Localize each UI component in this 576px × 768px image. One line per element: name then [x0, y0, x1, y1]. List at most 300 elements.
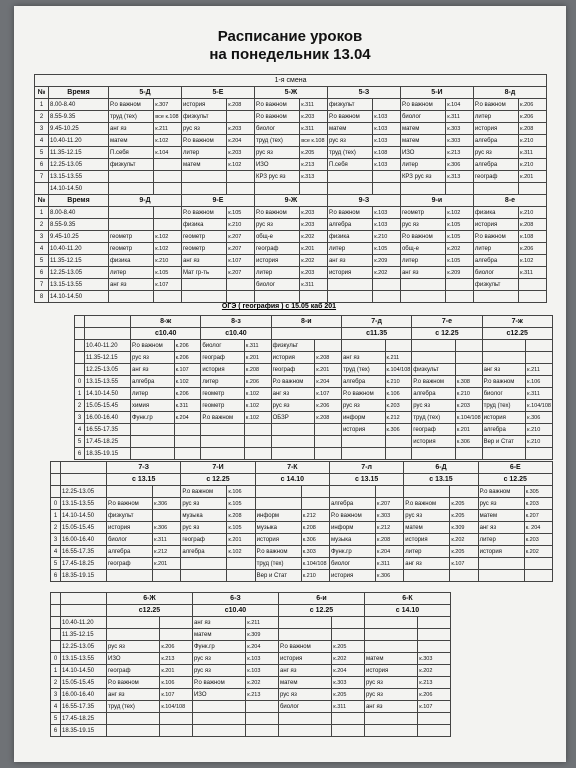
lesson-number: 6: [51, 570, 61, 582]
room: к.203: [300, 111, 328, 123]
class-header-row: [75, 316, 553, 328]
subject: [254, 183, 299, 195]
lesson-row: [35, 231, 547, 243]
room: [373, 183, 401, 195]
room: [154, 219, 182, 231]
room: [315, 436, 342, 448]
lesson-row: [75, 448, 553, 460]
subject: рус яз: [473, 147, 518, 159]
lesson-row: [75, 364, 553, 376]
lesson-row: [35, 267, 547, 279]
room: к.204: [246, 641, 279, 653]
subject: [482, 352, 526, 364]
lesson-time: 13.15-13.55: [85, 376, 131, 388]
room: [418, 725, 451, 737]
class-name-5-З: 5-З: [327, 87, 400, 99]
room: [227, 171, 255, 183]
room: [373, 99, 401, 111]
room: [301, 486, 329, 498]
subject: анг яз: [109, 123, 154, 135]
lesson-number: 3: [51, 689, 61, 701]
lesson-number: [51, 641, 61, 653]
start-time-row: [51, 605, 451, 617]
subject: общ-е: [254, 231, 299, 243]
room: к.206: [174, 388, 201, 400]
subject: [109, 291, 154, 303]
lesson-time: 8.00-8.40: [49, 99, 109, 111]
lesson-row: [35, 159, 547, 171]
class-name-7-З: 7-З: [107, 462, 181, 474]
room: к.102: [519, 255, 547, 267]
room: к.106: [227, 486, 255, 498]
subject: алгебра: [412, 388, 456, 400]
room: [418, 629, 451, 641]
subject: геометр: [109, 243, 154, 255]
room: [418, 641, 451, 653]
subject: ИЗО: [254, 159, 299, 171]
room: [154, 291, 182, 303]
subject: химия: [131, 400, 175, 412]
num-header-empty: [51, 462, 61, 474]
start-empty-num: [51, 474, 61, 486]
lesson-time: 13.15-13.55: [61, 498, 107, 510]
subject: [364, 713, 417, 725]
start-time: с12.25: [107, 605, 193, 617]
lesson-row: [75, 376, 553, 388]
lesson-time: 13.15-13.55: [49, 279, 109, 291]
lesson-number: 5: [51, 558, 61, 570]
subject: история: [482, 412, 526, 424]
room: к.210: [519, 159, 547, 171]
room: к.202: [446, 243, 474, 255]
subject: физкульт: [327, 99, 372, 111]
lesson-row: [75, 400, 553, 412]
lesson-time: 12.25-13.05: [49, 159, 109, 171]
subject: [109, 207, 154, 219]
subject: [254, 291, 299, 303]
start-empty-time: [61, 474, 107, 486]
subject: [364, 617, 417, 629]
room: [450, 570, 478, 582]
subject: труд (тех): [327, 147, 372, 159]
subject: [278, 629, 331, 641]
lesson-number: 8: [35, 291, 49, 303]
subject: алгебра: [473, 135, 518, 147]
room: к.306: [385, 424, 412, 436]
room: к.102: [244, 388, 271, 400]
subject: Р.о важном: [201, 412, 245, 424]
room: к.206: [519, 111, 547, 123]
schedule-table-block-5: [50, 592, 451, 737]
subject: рус яз: [327, 135, 372, 147]
schedule-sheet: [14, 6, 566, 762]
room: к.303: [418, 653, 451, 665]
start-time: с10.40: [201, 328, 271, 340]
subject: физкульт: [412, 364, 456, 376]
lesson-number: 4: [35, 243, 49, 255]
subject: алгебра: [473, 255, 518, 267]
room: [332, 713, 365, 725]
room: [154, 171, 182, 183]
subject: [109, 171, 154, 183]
lesson-time: 14.10-14.50: [49, 183, 109, 195]
class-name-5-Д: 5-Д: [109, 87, 182, 99]
subject: географ: [181, 534, 227, 546]
subject: литер: [400, 159, 445, 171]
room: к.213: [246, 689, 279, 701]
room: [418, 713, 451, 725]
start-empty-time: [61, 605, 107, 617]
subject: ОБЗР: [271, 412, 315, 424]
lesson-number: 5: [35, 255, 49, 267]
subject: Р.о важном: [278, 641, 331, 653]
subject: [327, 171, 372, 183]
subject: алгебра: [473, 159, 518, 171]
subject: труд (тех): [107, 701, 160, 713]
room: [526, 340, 553, 352]
subject: матем: [478, 510, 524, 522]
subject: рус яз: [254, 147, 299, 159]
schedule-table-block-4: [50, 461, 553, 582]
room: к.309: [450, 522, 478, 534]
subject: алгебра: [482, 424, 526, 436]
subject: анг яз: [327, 255, 372, 267]
room: к.208: [301, 522, 329, 534]
class-name-9-Е: 9-Е: [181, 195, 254, 207]
lesson-number: 7: [35, 279, 49, 291]
subject: общ-е: [400, 243, 445, 255]
lesson-time: 9.45-10.25: [49, 231, 109, 243]
subject: рус яз: [181, 123, 226, 135]
start-time: с12.25: [482, 328, 552, 340]
room: к.202: [300, 231, 328, 243]
room: [227, 291, 255, 303]
subject: [364, 629, 417, 641]
lesson-number: 1: [51, 665, 61, 677]
subject: физкульт: [271, 340, 315, 352]
subject: Р.о важном: [181, 486, 227, 498]
subject: [278, 617, 331, 629]
room: все к.108: [154, 111, 182, 123]
subject: Р.о важном: [412, 376, 456, 388]
time-header-empty: [61, 462, 107, 474]
subject: географ: [107, 558, 153, 570]
lesson-number: [51, 629, 61, 641]
room: к.205: [332, 641, 365, 653]
room: [246, 725, 279, 737]
subject: рус яз: [278, 689, 331, 701]
subject: КРЗ рус яз: [400, 171, 445, 183]
room: к.303: [376, 510, 404, 522]
lesson-row: [75, 340, 553, 352]
subject: алгебра: [107, 546, 153, 558]
lesson-row: [35, 243, 547, 255]
room: к.107: [160, 689, 193, 701]
room: к.208: [519, 219, 547, 231]
class-name-8-е: 8-е: [473, 195, 546, 207]
schedule-table-shift-1: [34, 74, 547, 303]
subject: биолог: [400, 111, 445, 123]
subject: биолог: [329, 558, 375, 570]
room: к.102: [244, 400, 271, 412]
room: к.106: [160, 677, 193, 689]
room: к.210: [301, 570, 329, 582]
lesson-time: 18.35-19.15: [61, 570, 107, 582]
lesson-number: [51, 486, 61, 498]
room: к.105: [373, 243, 401, 255]
lesson-time: 9.45-10.25: [49, 123, 109, 135]
lesson-time: 11.35-12.15: [85, 352, 131, 364]
subject: история: [478, 546, 524, 558]
lesson-time: 10.40-11.20: [49, 243, 109, 255]
room: к.211: [526, 364, 553, 376]
subject: анг яз: [131, 364, 175, 376]
shift-row: [35, 75, 547, 87]
subject: анг яз: [181, 255, 226, 267]
subject: [131, 436, 175, 448]
class-header-row: [51, 593, 451, 605]
subject: матем: [364, 653, 417, 665]
room: к.311: [519, 267, 547, 279]
room: к.208: [315, 352, 342, 364]
room: к.106: [526, 376, 553, 388]
page-title: [14, 28, 566, 64]
class-name-5-Е: 5-Е: [181, 87, 254, 99]
subject: [327, 279, 372, 291]
room: [332, 617, 365, 629]
subject: [181, 183, 226, 195]
room: к.103: [373, 111, 401, 123]
room: к.210: [455, 388, 482, 400]
room: к.203: [300, 219, 328, 231]
class-name-9-Ж: 9-Ж: [254, 195, 327, 207]
lesson-time: 13.15-13.55: [49, 171, 109, 183]
subject: геометр: [181, 231, 226, 243]
room: к.104/108: [160, 701, 193, 713]
lesson-number: 2: [51, 522, 61, 534]
subject: [255, 498, 301, 510]
subject: рус яз: [181, 522, 227, 534]
subject: физкульт: [109, 159, 154, 171]
subject: [192, 701, 245, 713]
subject: П.себя: [109, 147, 154, 159]
room: к.107: [174, 364, 201, 376]
lesson-row: [75, 412, 553, 424]
room: к.108: [373, 147, 401, 159]
lesson-row: [51, 522, 553, 534]
start-empty-time: [85, 328, 131, 340]
class-name-5-И: 5-И: [400, 87, 473, 99]
subject: ИЗО: [107, 653, 160, 665]
room: к.210: [519, 135, 547, 147]
subject: Р.о важном: [400, 231, 445, 243]
room: к.204: [332, 665, 365, 677]
subject: Вер и Стат: [482, 436, 526, 448]
lesson-time: 12.25-13.05: [61, 486, 107, 498]
subject: географ: [473, 171, 518, 183]
num-header-empty: [75, 316, 85, 328]
subject: физика: [109, 255, 154, 267]
room: к.207: [227, 231, 255, 243]
class-name-7-л: 7-л: [329, 462, 403, 474]
room: к.102: [227, 546, 255, 558]
room: к.212: [301, 510, 329, 522]
lesson-row: [51, 510, 553, 522]
lesson-row: [35, 147, 547, 159]
room: к.201: [160, 665, 193, 677]
room: к.201: [244, 352, 271, 364]
class-name-5-Ж: 5-Ж: [254, 87, 327, 99]
room: к.103: [373, 159, 401, 171]
subject: рус яз: [192, 653, 245, 665]
subject: матем: [400, 123, 445, 135]
room: к.311: [376, 558, 404, 570]
subject: физика: [473, 207, 518, 219]
subject: Р.о важном: [107, 498, 153, 510]
room: [160, 725, 193, 737]
room: к.102: [154, 135, 182, 147]
room: к.306: [455, 436, 482, 448]
start-time: с 14.10: [364, 605, 450, 617]
subject: Мат гр-ть: [181, 267, 226, 279]
room: [526, 448, 553, 460]
lesson-row: [35, 219, 547, 231]
subject: биолог: [278, 701, 331, 713]
lesson-number: 0: [51, 498, 61, 510]
subject: история: [271, 352, 315, 364]
subject: анг яз: [341, 352, 385, 364]
room: к.201: [227, 534, 255, 546]
lesson-row: [51, 725, 451, 737]
subject: географ: [412, 424, 456, 436]
class-name-9-Д: 9-Д: [109, 195, 182, 207]
subject: [278, 713, 331, 725]
class-name-7-д: 7-д: [341, 316, 411, 328]
room: [385, 448, 412, 460]
room: к.210: [385, 376, 412, 388]
subject: рус яз: [271, 400, 315, 412]
lesson-number: 3: [51, 534, 61, 546]
room: [455, 364, 482, 376]
lesson-row: [51, 570, 553, 582]
room: к.104/108: [385, 364, 412, 376]
subject: матем: [278, 677, 331, 689]
subject: [107, 725, 160, 737]
room: к.206: [519, 99, 547, 111]
room: [160, 629, 193, 641]
subject: матем: [327, 123, 372, 135]
subject: геометр: [109, 231, 154, 243]
lesson-number: 1: [35, 99, 49, 111]
room: к.210: [526, 436, 553, 448]
room: к.106: [385, 388, 412, 400]
room: к.213: [300, 159, 328, 171]
subject: анг яз: [109, 279, 154, 291]
lesson-time: 15.05-15.45: [61, 522, 107, 534]
room: к.311: [244, 340, 271, 352]
room: к.210: [519, 207, 547, 219]
room: [455, 340, 482, 352]
room: [332, 629, 365, 641]
lesson-number: 2: [51, 677, 61, 689]
lesson-row: [75, 424, 553, 436]
room: к.201: [455, 424, 482, 436]
subject: [271, 448, 315, 460]
subject: история: [254, 255, 299, 267]
lesson-row: [51, 486, 553, 498]
room: к.102: [154, 231, 182, 243]
room: к.103: [246, 665, 279, 677]
subject: информ: [341, 412, 385, 424]
lesson-time: 18.35-19.15: [61, 725, 107, 737]
room: [446, 183, 474, 195]
room: к.211: [154, 123, 182, 135]
room: к.306: [446, 159, 474, 171]
lesson-time: 12.25-13.05: [49, 267, 109, 279]
subject: биолог: [201, 340, 245, 352]
room: к.209: [446, 267, 474, 279]
room: к.210: [526, 424, 553, 436]
lesson-time: 17.45-18.25: [61, 713, 107, 725]
lesson-row: [51, 534, 553, 546]
subject: музыка: [329, 534, 375, 546]
room: [455, 448, 482, 460]
room: к.207: [524, 510, 552, 522]
subject: Р.о важном: [192, 677, 245, 689]
start-time: с 12.25: [412, 328, 482, 340]
subject: литер: [181, 147, 226, 159]
subject: анг яз: [404, 558, 450, 570]
lesson-row: [35, 291, 547, 303]
start-time: с 13.15: [404, 474, 478, 486]
room: [246, 701, 279, 713]
room: к.107: [227, 255, 255, 267]
room: к.202: [450, 534, 478, 546]
num-header: №: [35, 195, 49, 207]
subject: геометр: [400, 207, 445, 219]
subject: [473, 183, 518, 195]
room: [174, 424, 201, 436]
lesson-row: [35, 111, 547, 123]
lesson-time: 11.35-12.15: [49, 147, 109, 159]
lesson-number: 7: [35, 171, 49, 183]
room: к.105: [446, 255, 474, 267]
subject: биолог: [482, 388, 526, 400]
room: к.104/108: [526, 400, 553, 412]
start-empty-num: [51, 605, 61, 617]
subject: Р.о важном: [254, 111, 299, 123]
subject: история: [404, 534, 450, 546]
oge-note: ОГЭ ( география ) с 15.05 каб 201: [221, 303, 337, 310]
subject: физкульт: [181, 111, 226, 123]
lesson-number: 4: [35, 135, 49, 147]
room: к.311: [300, 123, 328, 135]
subject: Функ.гр: [329, 546, 375, 558]
subject: Р.о важном: [254, 99, 299, 111]
lesson-row: [51, 713, 451, 725]
subject: музыка: [255, 522, 301, 534]
lesson-number: 3: [35, 231, 49, 243]
subject: матем: [109, 135, 154, 147]
lesson-number: 5: [75, 436, 85, 448]
class-name-8-ж: 8-ж: [131, 316, 201, 328]
subject: Функ.гр: [192, 641, 245, 653]
lesson-time: 17.45-18.25: [85, 436, 131, 448]
subject: [341, 448, 385, 460]
room: [154, 207, 182, 219]
lesson-row: [35, 171, 547, 183]
subject: [109, 219, 154, 231]
